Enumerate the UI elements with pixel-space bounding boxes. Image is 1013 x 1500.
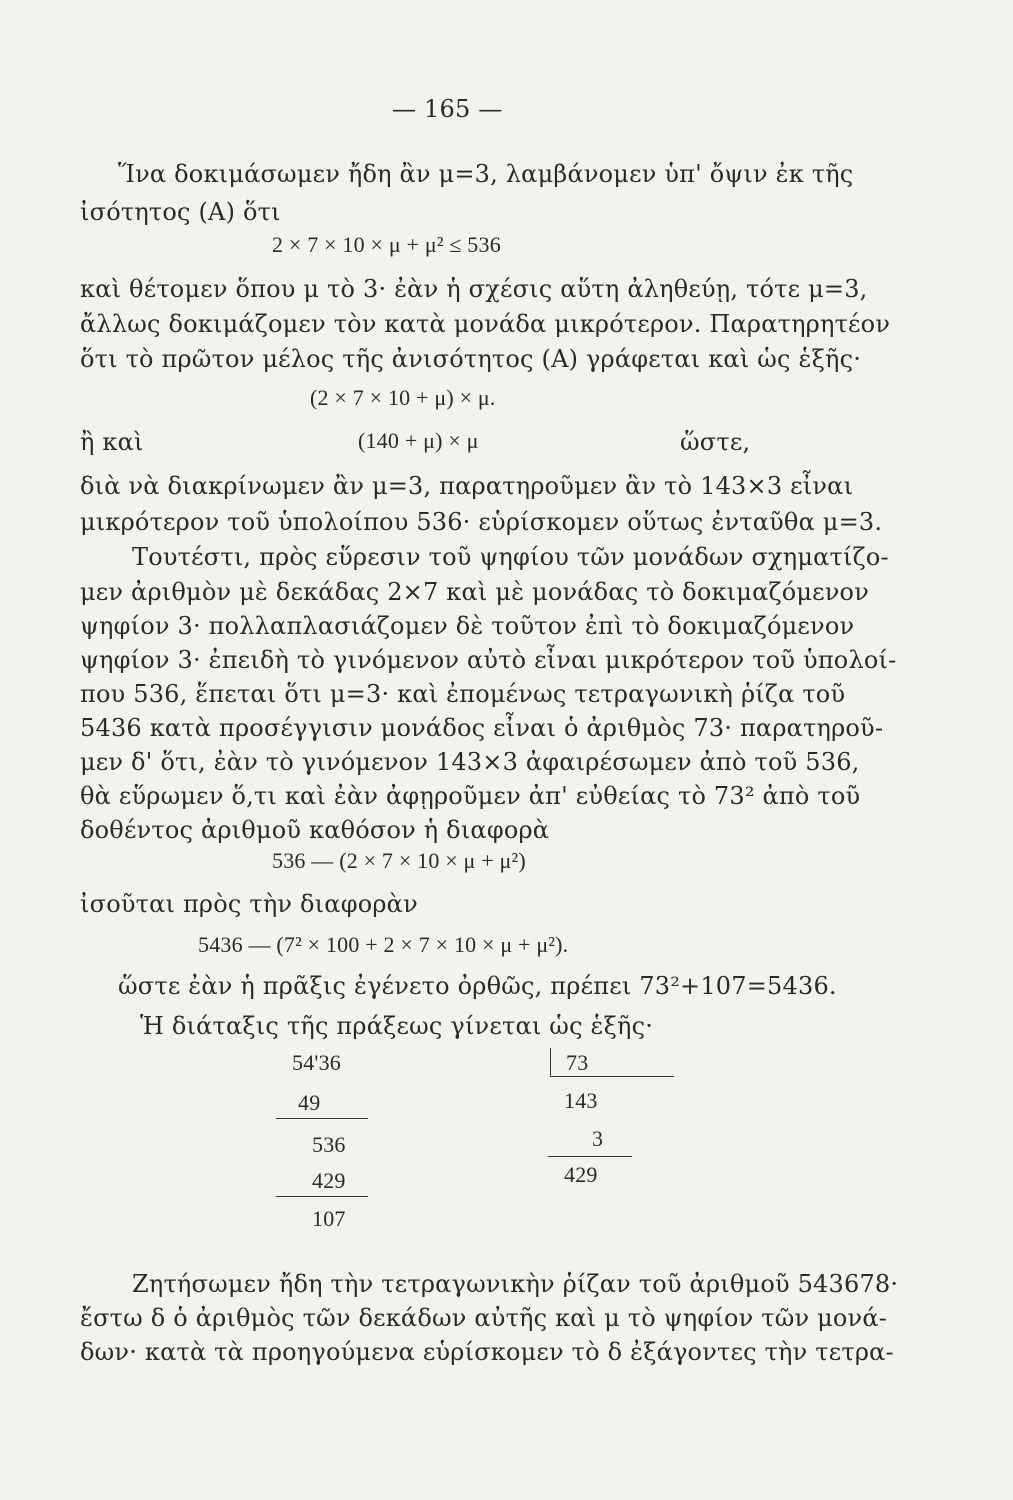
text-line: Ἡ διάταξις τῆς πράξεως γίνεται ὡς ἑξῆς· (140, 1012, 654, 1040)
calc-right-value: 73 (566, 1050, 589, 1075)
text-line: Ζητήσωμεν ἤδη τὴν τετραγωνικὴν ῥίζαν τοῦ ἀριθμοῦ 543678· (132, 1270, 899, 1298)
calc-left-value: 49 (298, 1090, 321, 1115)
calc-left-value: 54'36 (292, 1050, 341, 1075)
calc-right-value: 143 (564, 1088, 598, 1113)
calc-left-value: 107 (312, 1206, 346, 1231)
text-line: ὅτι τὸ πρῶτον μέλος τῆς ἀνισότητος (Α) γράφεται καὶ ὡς ἑξῆς· (80, 345, 862, 373)
text-line: Ἵνα δοκιμάσωμεν ἤδη ἂν μ=3, λαμβάνομεν ὑπ' ὄψιν ἐκ τῆς (118, 160, 854, 188)
text-line: δοθέντος ἀριθμοῦ καθόσον ἡ διαφορὰ (80, 816, 550, 844)
text-line: μεν ἀριθμὸν μὲ δεκάδας 2×7 καὶ μὲ μονάδας τὸ δοκιμαζόμενον (80, 578, 869, 606)
calc-rule (550, 1076, 674, 1077)
formula: (140 + μ) × μ (358, 428, 479, 453)
formula-prefix: ἢ καὶ (80, 428, 144, 456)
text-line: μεν δ' ὅτι, ἐὰν τὸ γινόμενον 143×3 ἀφαιρέσωμεν ἀπὸ τοῦ 536, (80, 748, 860, 776)
text-line: Τουτέστι, πρὸς εὕρεσιν τοῦ ψηφίου τῶν μονάδων σχηματίζο- (132, 543, 889, 571)
formula: (2 × 7 × 10 + μ) × μ. (310, 385, 496, 410)
calc-divider (550, 1048, 551, 1076)
formula: 536 — (2 × 7 × 10 × μ + μ²) (272, 848, 526, 873)
formula-suffix: ὥστε, (680, 428, 751, 456)
text-line: ἰσοῦται πρὸς τὴν διαφορὰν (80, 890, 418, 918)
calc-rule (276, 1118, 368, 1119)
calc-right-value: 429 (564, 1162, 598, 1187)
text-line: ὥστε ἐὰν ἡ πρᾶξις ἐγένετο ὀρθῶς, πρέπει 73²+107=5436. (118, 972, 837, 1000)
text-line: που 536, ἕπεται ὅτι μ=3· καὶ ἐπομένως τετραγωνικὴ ῥίζα τοῦ (80, 680, 846, 708)
page-number: — 165 — (392, 95, 503, 123)
calc-right-value: 3 (592, 1126, 604, 1151)
text-line: δων· κατὰ τὰ προηγούμενα εὑρίσκομεν τὸ δ ἐξάγοντες τὴν τετρα- (80, 1338, 894, 1366)
calc-rule (548, 1156, 632, 1157)
text-line: καὶ θέτομεν ὅπου μ τὸ 3· ἐὰν ἡ σχέσις αὕτη ἀληθεύῃ, τότε μ=3, (80, 275, 868, 303)
text-line: ψηφίον 3· ἐπειδὴ τὸ γινόμενον αὐτὸ εἶναι μικρότερον τοῦ ὑπολοί- (80, 646, 897, 674)
text-line: ψηφίον 3· πολλαπλασιάζομεν δὲ τοῦτον ἐπὶ τὸ δοκιμαζόμενον (80, 612, 855, 640)
text-line: ἄλλως δοκιμάζομεν τὸν κατὰ μονάδα μικρότερον. Παρατηρητέον (80, 310, 891, 338)
text-line: 5436 κατὰ προσέγγισιν μονάδος εἶναι ὁ ἀριθμὸς 73· παρατηροῦ- (80, 714, 884, 742)
text-line: ἔστω δ ὁ ἀριθμὸς τῶν δεκάδων αὐτῆς καὶ μ τὸ ψηφίον τῶν μονά- (80, 1304, 888, 1332)
calc-left-value: 536 (312, 1132, 346, 1157)
formula: 2 × 7 × 10 × μ + μ² ≤ 536 (272, 232, 501, 257)
text-line: θὰ εὕρωμεν ὅ,τι καὶ ἐὰν ἀφῃροῦμεν ἀπ' εὐθείας τὸ 73² ἀπὸ τοῦ (80, 782, 861, 810)
calc-rule (276, 1196, 368, 1197)
text-line: ἰσότητος (Α) ὅτι (80, 198, 281, 226)
text-line: διὰ νὰ διακρίνωμεν ἂν μ=3, παρατηροῦμεν ἂν τὸ 143×3 εἶναι (80, 472, 854, 500)
text-line: μικρότερον τοῦ ὑπολοίπου 536· εὑρίσκομεν οὕτως ἐνταῦθα μ=3. (80, 508, 883, 536)
calc-left-value: 429 (312, 1168, 346, 1193)
formula: 5436 — (7² × 100 + 2 × 7 × 10 × μ + μ²). (198, 932, 569, 957)
